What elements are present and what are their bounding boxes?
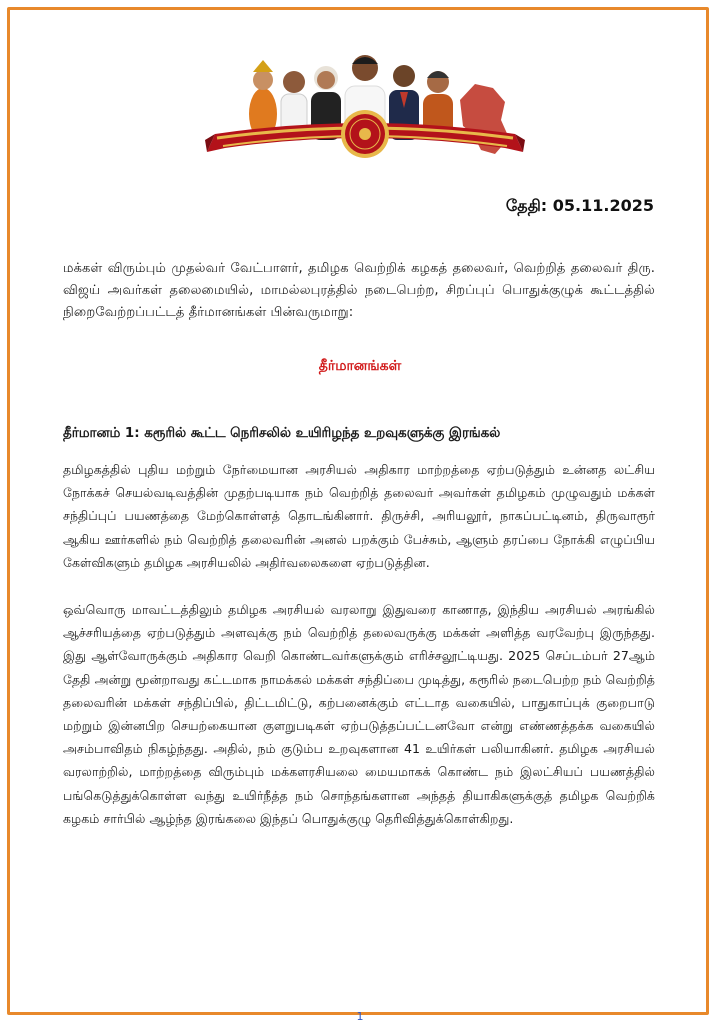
resolution-paragraph-2: ஒவ்வொரு மாவட்டத்திலும் தமிழக அரசியல் வரலாறு இதுவரை காணாத, இந்திய அரசியல் அரங்கில் ஆச்சரியத்தை ஏற்படுத்தும் அளவுக்கு நம் வெற்றித் தலைவருக்கு மக்கள் அளித்த வரவேற்பு இருந்தது. இது ஆள்வோருக்கும் அதிகார வெறி கொண்டவர்களுக்கும் எரிச்சலூட்டியது. 2025 செப்டம்பர் 27ஆம் தேதி அன்று மூன்றாவது கட்டமாக நாமக்கல் மக்கள் சந்திப்பை முடித்து, கரூரில் நடைபெற்ற நம் வெற்றித் தலைவரின் மக்கள் சந்திப்பில், திட்டமிட்டு, கற்பனைக்கும் எட்டாத வகையில், பாதுகாப்புக் குறைபாடு மற்றும் இன்னபிற செயற்கையான குளறுபடிகள் ஏற்படுத்தப்பட்டனவோ என்று எண்ணத்தக்க வகையில் அசம்பாவிதம் நிகழ்ந்தது. அதில், நம் குடும்ப உறவுகளான 41 உயிர்கள் பலியாகினர். தமிழக அரசியல் வரலாற்றில், மாற்றத்தை விரும்பும் மக்களரசியலை மையமாகக் கொண்ட நம் இலட்சியப் பயணத்தில் பங்கெடுத்துக்கொள்ள வந்து உயிர்நீத்த நம் சொந்தங்களான அந்தத் தியாகிகளுக்குத் தமிழக வெற்றிக் கழகம் சார்பில் ஆழ்ந்த இரங்கலை இந்தப் பொதுக்குழு தெரிவித்துக்கொள்கிறது. (63, 602, 655, 826)
document-date (506, 196, 654, 217)
page-number: 1 (356, 1010, 364, 1023)
resolution-paragraph-1: தமிழகத்தில் புதிய மற்றும் நேர்மையான அரசியல் அதிகார மாற்றத்தை ஏற்படுத்தும் உன்னத லட்சிய நோக்கச் செயல்வடிவத்தின் முதற்படியாக நம் வெற்றித் தலைவர் அவர்கள் தமிழகம் முழுவதும் மக்கள் சந்திப்புப் பயணத்தை மேற்கொள்ளத் தொடங்கினார். திருச்சி, அரியலூர், நாகப்பட்டினம், திருவாரூர் ஆகிய ஊர்களில் நம் வெற்றித் தலைவரின் அனல் பறக்கும் பேச்சும், ஆளும் தரப்பை நோக்கி எழுப்பிய கேள்விகளும் தமிழக அரசியலில் அதிர்வலைகளை ஏற்படுத்தின. (63, 462, 655, 570)
date-label: தேதி: (505, 196, 548, 215)
resolution-title: தீர்மானம் 1: கரூரில் கூட்ட நெரிசலில் உயிரிழந்த உறவுகளுக்கு இரங்கல் (63, 426, 501, 441)
leaders-ribbon-banner (205, 42, 525, 172)
intro-paragraph: மக்கள் விரும்பும் முதல்வர் வேட்பாளர், தமிழக வெற்றிக் கழகத் தலைவர், வெற்றித் தலைவர் திரு. விஜய் அவர்கள் தலைமையில், மாமல்லபுரத்தில் நடைபெற்ற, சிறப்புப் பொதுக்குழுக் கூட்டத்தில் நிறைவேற்றப்பட்டத் தீர்மானங்கள் பின்வருமாறு: (63, 261, 655, 320)
party-emblem-icon (341, 110, 389, 158)
section-heading: தீர்மானங்கள் (318, 358, 402, 374)
date-value: 05.11.2025 (552, 196, 654, 215)
